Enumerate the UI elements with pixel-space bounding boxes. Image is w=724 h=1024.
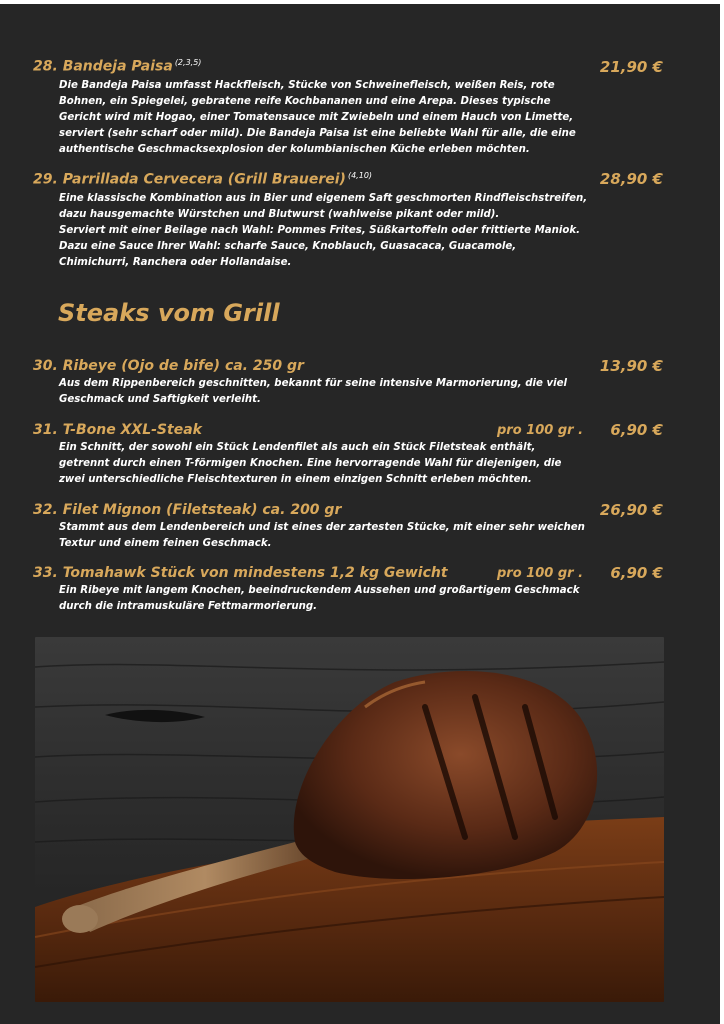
item-price: 26,90 € (599, 501, 663, 519)
item-title (33, 171, 372, 188)
item-price: 28,90 € (599, 170, 663, 188)
item-price: 13,90 € (599, 357, 663, 375)
item-description: Ein Schnitt, der sowohl ein Stück Lendenfilet als auch ein Stück Filetsteak enthält, getrennt durch einen T-förmigen Knochen. Eine hervorragende Wahl für diejenigen, die zwei unterschiedliche Fleischtexturen in einem einzigen Schnitt erleben möchten. (59, 442, 562, 485)
section-title: Steaks vom Grill (58, 299, 280, 327)
steak-illustration (35, 637, 664, 1002)
item-price: 6,90 € (610, 421, 663, 439)
item-description: Stammt aus dem Lendenbereich und ist eines der zartesten Stücke, mit einer sehr weichen Textur und einem feinen Geschmack. (59, 522, 585, 549)
item-name: T-Bone XXL-Steak (62, 422, 202, 438)
item-description: Die Bandeja Paisa umfasst Hackfleisch, Stücke von Schweinefleisch, weißen Reis, rote Bohnen, ein Spiegelei, gebratene reife Kochbananen und eine Arepa. Dieses typische Gericht wird mit Hogao, einer Tomatensauce mit Zwiebeln und einem Hauch von Limette, serviert (sehr scharf oder mild). Die Bandeja Paisa ist eine beliebte Wahl für alle, die eine authentische Geschmacksexplosion der kolumbianischen Küche erleben möchten. (59, 80, 576, 155)
item-price: 21,90 € (599, 58, 663, 76)
item-number: 32. (33, 502, 58, 518)
item-description: Eine klassische Kombination aus in Bier und eigenem Saft geschmorten Rindfleischstreifen, dazu hausgemachte Würstchen und Blutwurst (wahlweise pikant oder mild). Serviert mit einer Beilage nach Wahl: Pommes Frites, Süßkartoffeln oder frittierte Maniok. Dazu eine Sauce Ihrer Wahl: scharfe Sauce, Knoblauch, Guasacaca, Guacamole, Chimichurri, Ranchera oder Hollandaise. (59, 193, 588, 268)
tomahawk-steak-photo (35, 637, 664, 1002)
item-title (33, 358, 304, 374)
item-price: 6,90 € (610, 564, 663, 582)
item-description: Ein Ribeye mit langem Knochen, beeindruckendem Aussehen und großartigem Geschmack durch die intramuskuläre Fettmarmorierung. (59, 585, 580, 612)
item-number: 31. (33, 422, 58, 438)
item-unit: pro 100 gr . (497, 423, 584, 438)
item-number: 30. (33, 358, 58, 374)
item-description: Aus dem Rippenbereich geschnitten, bekannt für seine intensive Marmorierung, die viel Geschmack und Saftigkeit verleiht. (59, 378, 568, 405)
item-name: Tomahawk Stück von mindestens 1,2 kg Gewicht (62, 565, 448, 581)
menu-page (0, 4, 720, 1024)
allergen-codes: (4,10) (347, 171, 373, 180)
item-number: 28. (33, 58, 58, 75)
item-title (33, 502, 341, 518)
item-title (33, 565, 448, 581)
item-title (33, 58, 201, 75)
item-name: Ribeye (Ojo de bife) ca. 250 gr (62, 358, 304, 374)
item-name: Filet Mignon (Filetsteak) ca. 200 gr (62, 502, 342, 518)
item-name: Parrillada Cervecera (Grill Brauerei) (62, 171, 346, 188)
item-name: Bandeja Paisa (62, 58, 173, 75)
item-unit: pro 100 gr . (497, 566, 584, 581)
item-number: 29. (33, 171, 58, 188)
item-number: 33. (33, 565, 58, 581)
item-title (33, 422, 202, 438)
allergen-codes: (2,3,5) (174, 58, 202, 67)
